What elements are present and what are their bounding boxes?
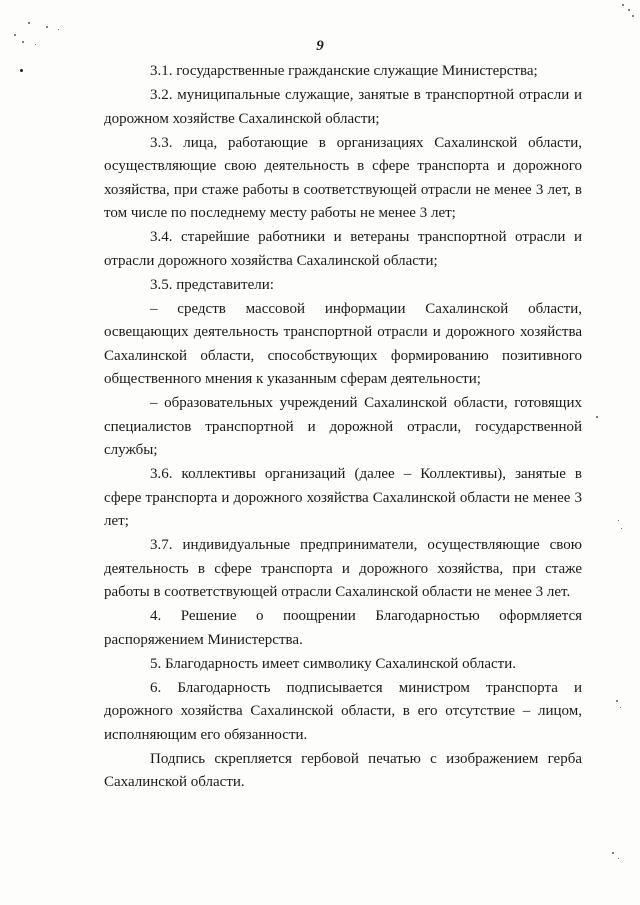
scan-speck (14, 34, 16, 36)
scan-speck (616, 700, 618, 702)
paragraph-4: 4. Решение о поощрении Благодарностью оформляется распоряжением Министерства. (104, 608, 582, 648)
page-number: 9 (316, 38, 324, 54)
scan-speck (621, 528, 622, 529)
paragraph-3-7: 3.7. индивидуальные предприниматели, осуществляющие свою деятельность в сфере транспорта и дорожного хозяйства, при стаже работы в соответствующей отрасли Сахалинской области не менее 3 лет. (104, 537, 582, 600)
paragraph-3-5: 3.5. представители: (150, 276, 274, 293)
paragraph-5: 5. Благодарность имеет символику Сахалинской области. (150, 655, 516, 672)
scan-speck (46, 26, 48, 28)
scan-speck (28, 22, 30, 24)
scan-speck (58, 29, 59, 30)
scan-speck (620, 707, 621, 708)
scan-speck (618, 520, 619, 521)
paragraph-3-2: 3.2. муниципальные служащие, занятые в транспортной отрасли и дорожном хозяйстве Сахалинской области; (104, 87, 582, 127)
scan-speck (618, 858, 619, 859)
scan-speck (20, 69, 23, 72)
paragraph-3-6: 3.6. коллективы организаций (далее – Коллективы), занятые в сфере транспорта и дорожного хозяйства Сахалинской области не менее 3 лет; (104, 466, 582, 529)
paragraph-6: 6. Благодарность подписывается министром транспорта и дорожного хозяйства Сахалинской области, в его отсутствие – лицом, исполняющим его обязанности. (104, 679, 582, 743)
paragraph-3-4: 3.4. старейшие работники и ветераны транспортной отрасли и отрасли дорожного хозяйства Сахалинской области; (104, 229, 582, 269)
scan-speck (596, 416, 598, 418)
paragraph-3-3: 3.3. лица, работающие в организациях Сахалинской области, осуществляющие свою деятельность в сфере транспорта и дорожного хозяйства, при стаже работы в соответствующей отрасли не менее 3 лет, в том числе по последнему месту работы не менее 3 лет; (104, 134, 582, 221)
scan-speck (612, 852, 614, 854)
scan-speck (622, 4, 624, 6)
paragraph-signature: Подпись скрепляется гербовой печатью с изображением герба Сахалинской области. (104, 750, 582, 790)
scan-speck (632, 15, 634, 17)
paragraph-3-5-media: – средств массовой информации Сахалинской области, освещающих деятельность транспортной отрасли и дорожного хозяйства Сахалинской области, способствующих формированию позитивного общественного мнения к указанным сферам деятельности; (104, 300, 582, 387)
paragraph-3-5-education: – образовательных учреждений Сахалинской области, готовящих специалистов транспортной и дорожной отрасли, государственной службы; (104, 395, 582, 458)
document-body (104, 60, 582, 795)
paragraph-3-1: 3.1. государственные гражданские служащие Министерства; (150, 63, 538, 79)
scan-speck (628, 9, 630, 11)
